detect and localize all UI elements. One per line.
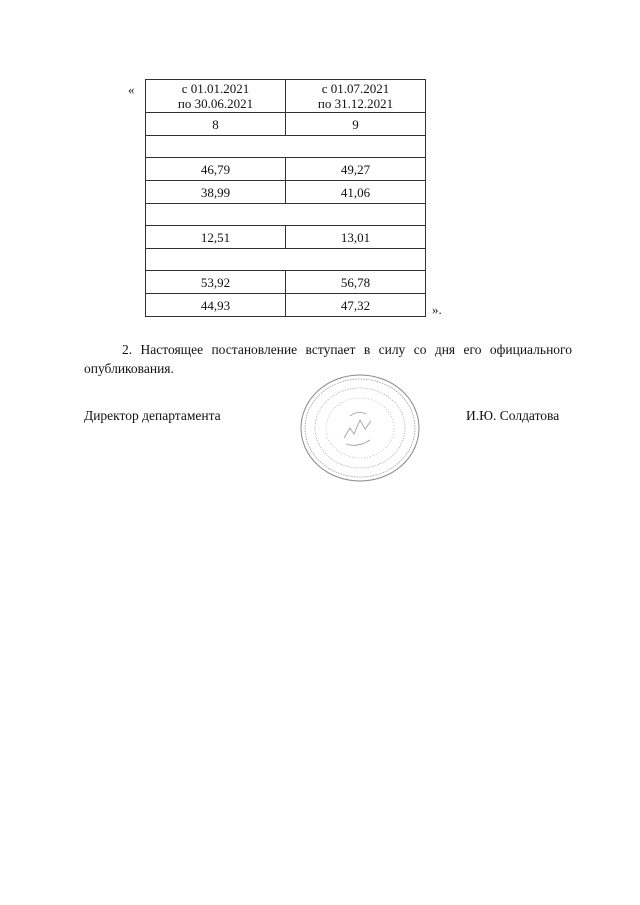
period-1-end: по 30.06.2021 [177, 96, 254, 111]
table-row [146, 158, 426, 181]
value-cell: 46,79 [146, 158, 286, 181]
table-row-empty [146, 249, 426, 271]
column-number-cell: 8 [146, 113, 286, 136]
empty-cell [146, 136, 426, 158]
value-cell: 12,51 [146, 226, 286, 249]
table-row [146, 271, 426, 294]
value-cell: 41,06 [286, 181, 426, 204]
table-row-empty [146, 204, 426, 226]
table-row [146, 226, 426, 249]
header-cell-period-1 [146, 80, 286, 113]
signatory-position: Директор департамента [84, 408, 221, 423]
value-cell: 49,27 [286, 158, 426, 181]
period-2-end: по 31.12.2021 [317, 96, 394, 111]
value-cell: 53,92 [146, 271, 286, 294]
value-cell: 38,99 [146, 181, 286, 204]
table-row [146, 181, 426, 204]
value-cell: 13,01 [286, 226, 426, 249]
empty-cell [146, 249, 426, 271]
tariff-table [145, 79, 426, 317]
value-cell: 56,78 [286, 271, 426, 294]
empty-cell [146, 204, 426, 226]
period-1-start: с 01.01.2021 [181, 81, 250, 96]
header-cell-period-2 [286, 80, 426, 113]
table-row-empty [146, 136, 426, 158]
column-number-cell: 9 [286, 113, 426, 136]
table-header-row [146, 80, 426, 113]
effective-date-paragraph: 2. Настоящее постановление вступает в силу со дня его официального опубликования. [84, 342, 572, 376]
value-cell: 44,93 [146, 294, 286, 317]
column-number-row [146, 113, 426, 136]
closing-quote: ». [432, 302, 442, 317]
value-cell: 47,32 [286, 294, 426, 317]
signatory-name: И.Ю. Солдатова [466, 408, 560, 423]
opening-quote: « [128, 82, 135, 97]
period-2-start: с 01.07.2021 [321, 81, 390, 96]
official-seal-stamp [298, 372, 422, 484]
table-row [146, 294, 426, 317]
